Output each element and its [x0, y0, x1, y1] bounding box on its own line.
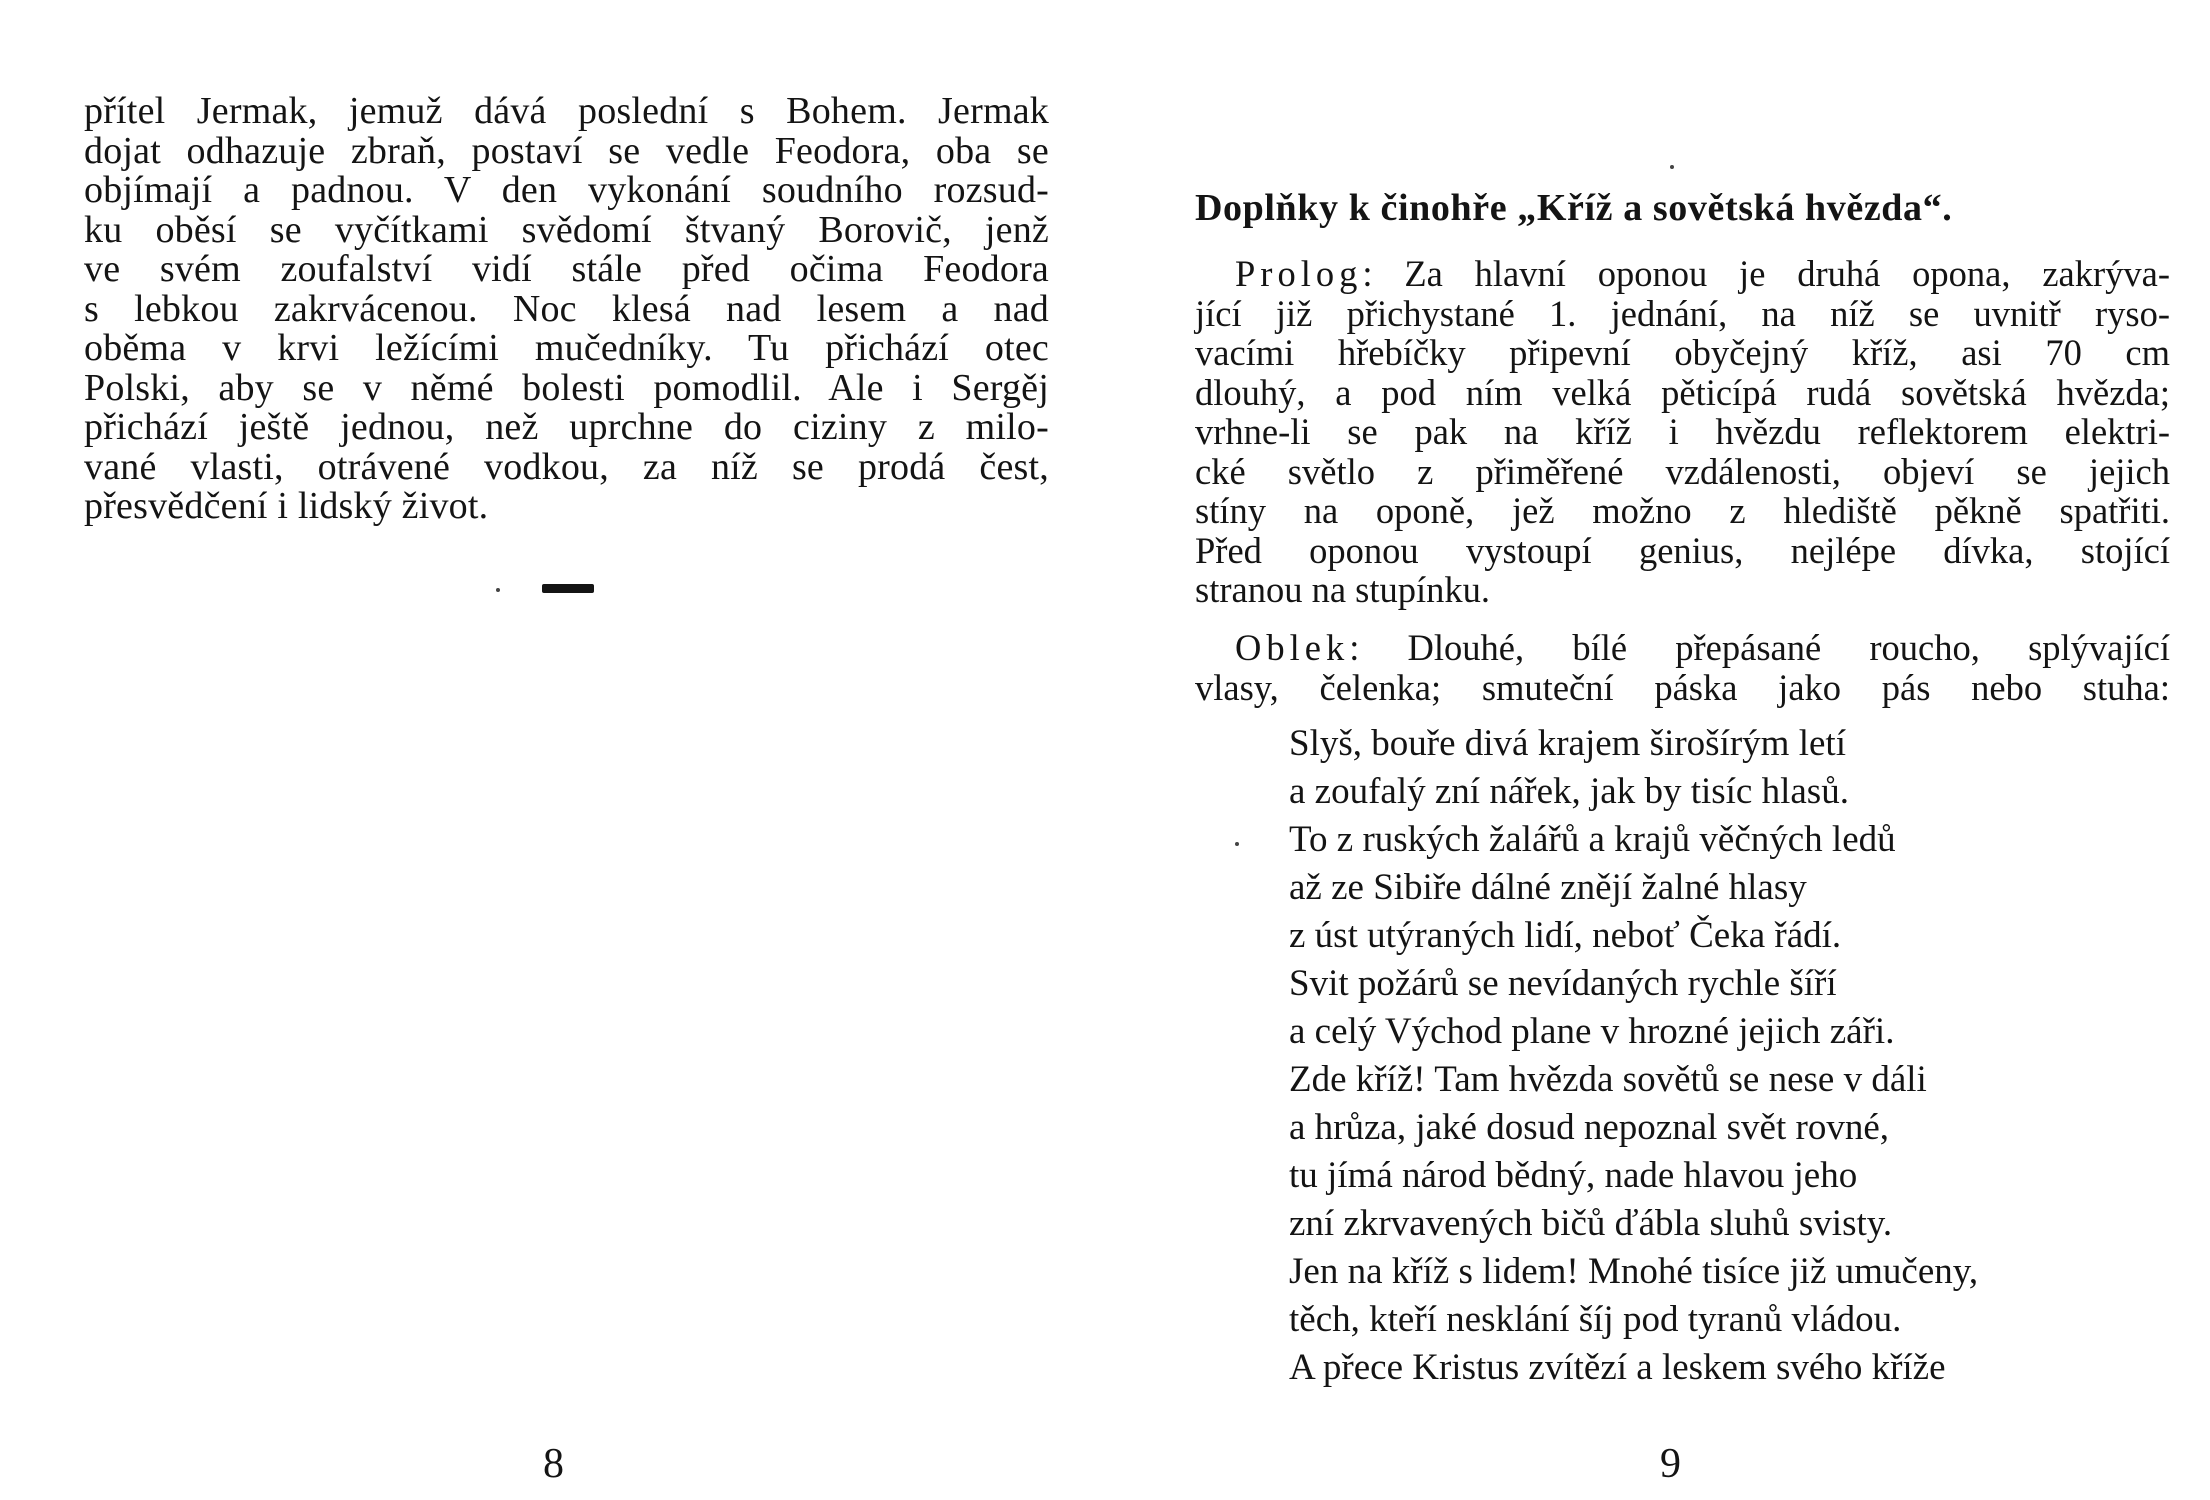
page-number-left: 8 — [543, 1441, 564, 1487]
poem-verse: tu jímá národ bědný, nade hlavou jeho — [1289, 1155, 1858, 1196]
text-line: jící již přichystané 1. jednání, na níž se uvnitř ryso- — [1195, 292, 2170, 334]
print-speck — [1235, 842, 1239, 846]
left-page-text — [84, 92, 1049, 527]
text-line: dojat odhazuje zbraň, postaví se vedle Feodora, oba se — [84, 129, 1049, 172]
oblek-label: Oblek — [1235, 627, 1350, 668]
poem-verse: To z ruských žalářů a krajů věčných ledů — [1289, 819, 1896, 860]
poem-verse: Zde kříž! Tam hvězda sovětů se nese v dáli — [1289, 1059, 1927, 1100]
text-line: Polski, aby se v němé bolesti pomodlil. Ale i Sergěj — [84, 366, 1049, 409]
text-line — [1195, 628, 2170, 668]
poem-verse: Svit požárů se nevídaných rychle šíří — [1289, 963, 1837, 1004]
text-line: objímají a padnou. V den vykonání soudního rozsud- — [84, 169, 1049, 211]
poem-verse: až ze Sibiře dálné znějí žalné hlasy — [1289, 867, 1807, 908]
right-page — [1105, 0, 2210, 1500]
text-line: stíny na oponě, jež možno z hlediště pěkně spatřiti. — [1195, 490, 2170, 531]
end-of-section-dash — [542, 584, 594, 593]
text-line: cké světlo z přiměřené vzdálenosti, objeví se jejich — [1195, 450, 2170, 492]
text-line: přítel Jermak, jemuž dává poslední s Bohem. Jermak — [84, 90, 1049, 132]
poem-verse: a zoufalý zní nářek, jak by tisíc hlasů. — [1289, 771, 1849, 812]
poem-verse: A přece Kristus zvítězí a leskem svého kříže — [1289, 1347, 1946, 1388]
text-line: vlasy, čelenka; smuteční páska jako pás nebo stuha: — [1195, 666, 2170, 708]
print-speck — [1670, 165, 1674, 169]
page-number-right: 9 — [1660, 1441, 1681, 1487]
poem-verse: Slyš, bouře divá krajem širošírým letí — [1289, 723, 1846, 764]
text-line: přesvědčení i lidský život. — [84, 485, 489, 527]
text-line: ku oběsí se vyčítkami svědomí štvaný Borovič, jenž — [84, 208, 1049, 251]
text-line: přichází ještě jednou, než uprchne do ciziny z milo- — [84, 406, 1049, 448]
text-line: oběma v krvi ležícími mučedníky. Tu přichází otec — [84, 327, 1049, 369]
text-line — [1195, 254, 2170, 294]
text-line: s lebkou zakrvácenou. Noc klesá nad lesem a nad — [84, 287, 1049, 330]
text-fragment: : Za hlavní oponou je druhá opona, zakrýva- — [1362, 253, 2170, 294]
prolog-paragraph — [1195, 254, 2170, 610]
text-line: vrhne-li se pak na kříž i hvězdu reflektorem elektri- — [1195, 411, 2170, 452]
print-speck — [496, 588, 500, 592]
poem-verse: a celý Východ plane v hrozné jejich záři. — [1289, 1011, 1895, 1052]
text-line: ve svém zoufalství vidí stále před očima Feodora — [84, 248, 1049, 290]
poem-verse: z úst utýraných lidí, neboť Čeka řádí. — [1289, 915, 1842, 956]
text-fragment: : Dlouhé, bílé přepásané roucho, splývající — [1349, 627, 2170, 668]
section-heading: Doplňky k činohře „Kříž a sovětská hvězda“. — [1195, 187, 1953, 229]
text-line: dlouhý, a pod ním velká pěticípá rudá sovětská hvězda; — [1195, 371, 2170, 413]
poem-verse: Jen na kříž s lidem! Mnohé tisíce již umučeny, — [1289, 1251, 1979, 1292]
text-line: vacími hřebíčky připevní obyčejný kříž, asi 70 cm — [1195, 332, 2170, 373]
poem — [1289, 720, 1978, 1392]
oblek-paragraph — [1195, 628, 2170, 707]
text-line: vané vlasti, otrávené vodkou, za níž se prodá čest, — [84, 445, 1049, 488]
text-line: stranou na stupínku. — [1195, 569, 1491, 610]
prolog-label: Prolog — [1235, 253, 1363, 294]
poem-verse: těch, kteří nesklání šíj pod tyranů vládou. — [1289, 1299, 1902, 1340]
text-line: Před oponou vystoupí genius, nejlépe dívka, stojící — [1195, 529, 2170, 571]
poem-verse: zní zkrvavených bičů ďábla sluhů svisty. — [1289, 1203, 1893, 1244]
poem-verse: a hrůza, jaké dosud nepoznal svět rovné, — [1289, 1107, 1890, 1148]
